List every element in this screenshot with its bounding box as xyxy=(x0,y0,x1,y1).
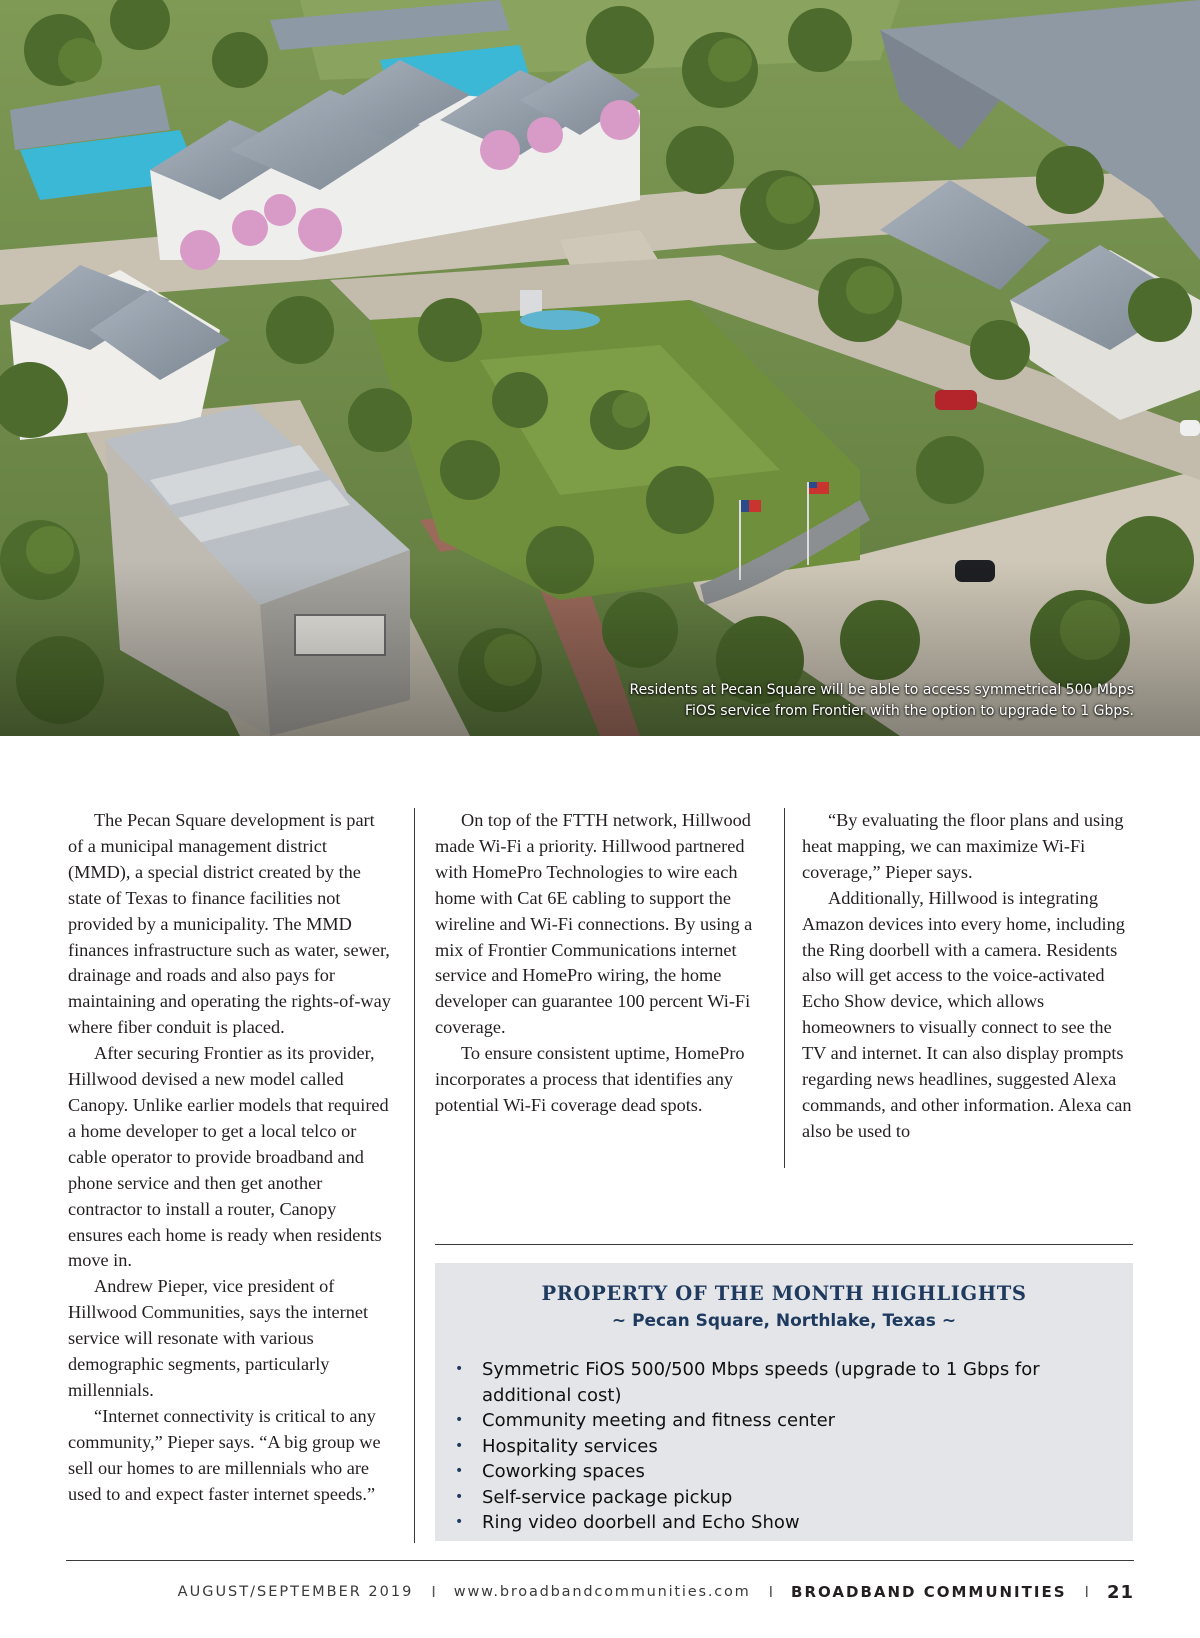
paragraph: After securing Frontier as its provider, Hillwood devised a new model called Canopy. Unlike earlier models that required a home developer to get a local telco or cable operator to provide broadband and phone service and then get another contractor to install a router, Canopy ensures each home is ready when residents move in. xyxy=(68,1043,389,1271)
hero-aerial-photo xyxy=(0,0,1200,736)
list-item xyxy=(455,1357,1095,1408)
paragraph: The Pecan Square development is part of a municipal management district (MMD), a special district created by the state of Texas to finance facilities not provided by a municipality. The MMD finances infrastructure such as water, sewer, drainage and roads and also pays for maintaining and operating the rights-of-way where fiber conduit is placed. xyxy=(68,810,391,1038)
footer-separator: I xyxy=(1084,1583,1089,1601)
highlights-box xyxy=(435,1263,1133,1541)
paragraph: “By evaluating the floor plans and using heat mapping, we can maximize Wi-Fi coverage,” Pieper says. xyxy=(802,810,1124,882)
caption-line-2: FiOS service from Frontier with the option to upgrade to 1 Gbps. xyxy=(685,703,1134,719)
list-item xyxy=(455,1408,1095,1434)
footer-separator: I xyxy=(431,1583,436,1601)
bullet-icon: • xyxy=(455,1488,464,1505)
website-url: www.broadbandcommunities.com xyxy=(453,1584,751,1600)
paragraph: Andrew Pieper, vice president of Hillwood Communities, says the internet service will resonate with various demographic segments, particularly millennials. xyxy=(68,1276,369,1400)
list-item-text: Coworking spaces xyxy=(482,1461,645,1482)
highlights-subtitle: ~ Pecan Square, Northlake, Texas ~ xyxy=(611,1311,957,1331)
article-column-2 xyxy=(435,808,765,1119)
bullet-icon: • xyxy=(455,1412,464,1428)
issue-date: AUGUST/SEPTEMBER 2019 xyxy=(177,1584,414,1600)
highlights-title: PROPERTY OF THE MONTH HIGHLIGHTS xyxy=(541,1282,1027,1305)
page-footer xyxy=(66,1580,1134,1604)
list-item-text: Community meeting and fitness center xyxy=(482,1410,836,1431)
list-item xyxy=(455,1510,1095,1536)
list-item xyxy=(455,1434,1095,1460)
highlights-top-rule xyxy=(435,1244,1133,1245)
article-column-3 xyxy=(802,808,1132,1145)
publication-name: BROADBAND COMMUNITIES xyxy=(791,1583,1067,1601)
list-item-text: Ring video doorbell and Echo Show xyxy=(482,1512,800,1533)
photo-caption xyxy=(574,680,1134,722)
paragraph: On top of the FTTH network, Hillwood made Wi-Fi a priority. Hillwood partnered with HomePro Technologies to wire each home with Cat 6E cabling to support the wireline and Wi-Fi connections. By using a mix of Frontier Communications internet service and HomePro wiring, the home developer can guarantee 100 percent Wi-Fi coverage. xyxy=(435,810,753,1038)
page-number: 21 xyxy=(1106,1581,1134,1603)
paragraph: To ensure consistent uptime, HomePro incorporates a process that identifies any potential Wi-Fi coverage dead spots. xyxy=(435,1043,745,1115)
bullet-icon: • xyxy=(455,1437,464,1454)
column-divider xyxy=(784,808,785,1168)
footer-separator: I xyxy=(768,1583,774,1601)
aerial-rendering-illustration xyxy=(0,0,1200,736)
paragraph: Additionally, Hillwood is integrating Amazon devices into every home, including the Ring doorbell with a camera. Residents also will get access to the voice-activated Echo Show device, which allows homeowners to visually connect to see the TV and internet. It can also display prompts regarding news headlines, suggested Alexa commands, and other information. Alexa can also be used to xyxy=(802,887,1132,1141)
list-item-text: Self-service package pickup xyxy=(482,1486,733,1508)
article-column-1 xyxy=(68,808,393,1507)
list-item xyxy=(455,1459,1095,1485)
caption-line-1: Residents at Pecan Square will be able to access symmetrical 500 Mbps xyxy=(629,682,1134,698)
highlights-list xyxy=(455,1357,1095,1536)
list-item xyxy=(455,1485,1095,1511)
bullet-icon: • xyxy=(455,1514,464,1530)
bullet-icon: • xyxy=(455,1463,464,1479)
footer-rule xyxy=(66,1560,1134,1561)
column-divider xyxy=(414,808,415,1543)
bullet-icon: • xyxy=(455,1361,464,1377)
list-item-text: Hospitality services xyxy=(482,1435,658,1457)
list-item-text: Symmetric FiOS 500/500 Mbps speeds (upgrade to 1 Gbps for additional cost) xyxy=(482,1359,1040,1406)
paragraph: “Internet connectivity is critical to any community,” Pieper says. “A big group we sell our homes to are millennials who are used to and expect faster internet speeds.” xyxy=(68,1405,381,1504)
